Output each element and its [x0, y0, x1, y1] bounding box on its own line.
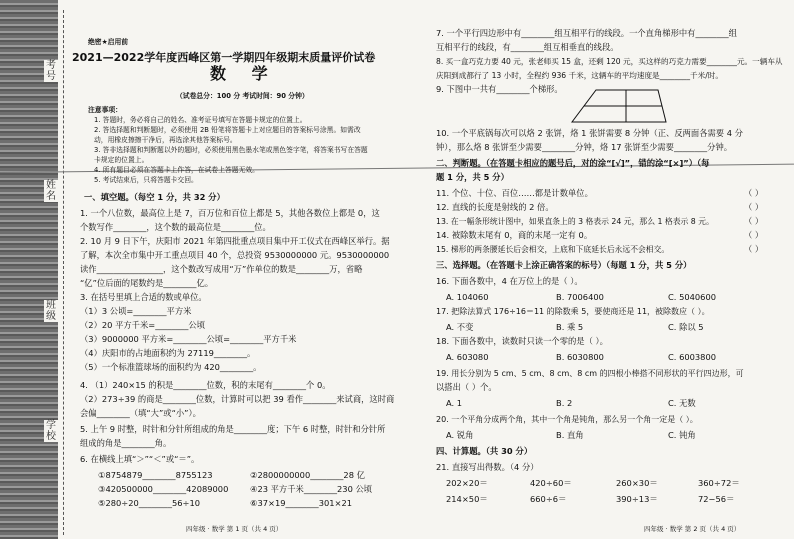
- question-line: （4）庆阳市的占地面积约为 27119________。: [80, 348, 256, 358]
- calc-item: 214×50＝: [446, 494, 488, 504]
- judge-bracket: （ ）: [744, 202, 764, 212]
- question-line: 组成的角是________角。: [80, 438, 172, 448]
- calc-item: 72−56＝: [698, 494, 735, 504]
- question-line: 钟），那么烙 8 张饼至少需要________分钟，烙 17 张饼至少需要________分钟。: [436, 142, 733, 152]
- question-line: “亿”位后面的尾数约是________亿。: [80, 278, 214, 288]
- judge-bracket: （ ）: [744, 230, 764, 240]
- notice-2b: 动，用橡皮擦擦干净后，再选涂其他答案标号。: [94, 136, 237, 144]
- question-line: 4. （1）240×15 的积是________位数，积的末尾有________个 0。: [80, 380, 331, 390]
- compare-item: ④23 平方千米________230 公顷: [250, 484, 373, 494]
- score-info: （试卷总分：100 分 考试时间：90 分钟）: [176, 92, 309, 100]
- choice-option: B. 6030800: [556, 352, 604, 362]
- judge-bracket: （ ）: [744, 216, 764, 226]
- judge-item: 14. 被除数末尾有 0，商的末尾一定有 0。: [436, 230, 593, 240]
- question-line: 个数写作________，这个数的最高位是________位。: [80, 222, 271, 232]
- question-line: （5）一个标准篮球场的面积约为 420________。: [80, 362, 262, 372]
- calc-item: 260×30＝: [616, 478, 658, 488]
- question-line: 1. 一个八位数，最高位上是 7，百万位和百位上都是 5，其他各数位上都是 0，这: [80, 208, 380, 218]
- section-fill-heading: 一、填空题。（每空 1 分，共 32 分）: [84, 192, 225, 202]
- section-judge-heading-2: 题 1 分，共 5 分）: [436, 172, 509, 182]
- question-line: 庆阳到成都行了 13 小时，全程约 936 千米，这辆车的平均速度是________千米/时。: [436, 71, 723, 80]
- choice-option: A. 不变: [446, 322, 474, 332]
- choice-option: A. 1: [446, 398, 463, 408]
- page-1-footer: 四年级 · 数学 第 1 页（共 4 页）: [186, 525, 283, 533]
- question-line: 会偏________（填“大”或“小”）。: [80, 408, 201, 418]
- page-2-footer: 四年级 · 数学 第 2 页（共 4 页）: [644, 525, 741, 533]
- choice-option: B. 2: [556, 398, 573, 408]
- secret-mark: 绝密★启用前: [88, 38, 129, 46]
- notice-title: 注意事项：: [88, 106, 122, 114]
- strip-label-exam-number: 考号: [46, 60, 56, 82]
- compare-item: ③420500000________42089000: [98, 484, 229, 494]
- section-choice-heading: 三、选择题。（在答题卡上涂正确答案的标号）（每题 1 分，共 5 分）: [436, 260, 692, 270]
- compare-item: ②2800000000________28 亿: [250, 470, 365, 480]
- question-line: 8. 买一盒巧克力要 40 元，张老师买 15 盒，还剩 120 元，买这样的巧克力需要________元。一辆车从: [436, 57, 783, 66]
- question-line: 2. 10 月 9 日下午，庆阳市 2021 年第四批重点项目集中开工仪式在西峰区举行。据: [80, 236, 390, 246]
- judge-item: 15. 梯形的两条腰延长后会相交，上底和下底延长后永远不会相交。: [436, 245, 670, 254]
- notice-3b: 卡规定的位置上。: [94, 156, 149, 164]
- choice-option: C. 无数: [668, 398, 696, 408]
- question-line: （1）3 公顷=________平方米: [80, 306, 192, 316]
- compare-item: ⑥37×19________301×21: [250, 498, 353, 508]
- choice-option: C. 钝角: [668, 430, 696, 440]
- question-line: 5. 上午 9 时整，时针和分针所组成的角是________度；下午 6 时整，时针和分针所: [80, 424, 386, 434]
- calc-item: 420÷60＝: [530, 478, 572, 488]
- choice-option: C. 除以 5: [668, 322, 704, 332]
- trapezoid-figure: [570, 88, 668, 124]
- notice-1: 1. 答题时，务必将自己的姓名、准考证号填写在答题卡规定的位置上。: [94, 116, 307, 124]
- calc-item: 390÷13＝: [616, 494, 658, 504]
- calc-item: 202×20＝: [446, 478, 488, 488]
- question-line: （3）9000000 平方米=________公顷=________平方千米: [80, 334, 297, 344]
- choice-question: 19. 用长分别为 5 cm、5 cm、8 cm、8 cm 的四根小棒搭不同形状的平行四边形，可: [436, 369, 744, 378]
- judge-bracket: （ ）: [744, 244, 764, 254]
- choice-option: A. 锐角: [446, 430, 474, 440]
- notice-5: 5. 考试结束后，只将答题卡交回。: [94, 176, 198, 184]
- judge-item: 11. 个位、十位、百位……都是计数单位。: [436, 188, 593, 198]
- section-calc-heading: 四、计算题。（共 30 分）: [436, 446, 533, 456]
- strip-label-school: 学校: [46, 420, 56, 442]
- calc-question: 21. 直接写出得数。（4 分）: [436, 462, 539, 472]
- calc-item: 660÷6＝: [530, 494, 567, 504]
- binding-dashed-line: [63, 10, 64, 535]
- question-line: 互相平行的线段，有________组互相垂直的线段。: [436, 42, 619, 52]
- strip-label-name: 姓名: [46, 180, 56, 202]
- question-line: 了解，本次全市集中开工重点项目 40 个，总投资 9530000000 元。9530000000: [80, 250, 390, 260]
- strip-label-class: 班级: [46, 300, 56, 322]
- question-line: （2）273÷39 的商是________位数，计算时可以把 39 看作________来试商，这时商: [80, 394, 395, 404]
- choice-option: B. 直角: [556, 430, 584, 440]
- choice-question: 20. 一个平角分成两个角，其中一个角是钝角，那么另一个角一定是（ ）。: [436, 415, 698, 424]
- question-line: （2）20 平方千米=________公顷: [80, 320, 205, 330]
- subject-title: 数 学: [210, 64, 278, 83]
- choice-question: 18. 下面各数中，读数时只读一个零的是（ ）。: [436, 336, 608, 346]
- notice-4: 4. 所有题目必须在答题卡上作答，在试卷上答题无效。: [94, 166, 259, 174]
- judge-bracket: （ ）: [744, 188, 764, 198]
- exam-title: 2021—2022学年度西峰区第一学期四年级期末质量评价试卷: [72, 51, 376, 64]
- judge-item: 13. 在一幅条形统计图中，如果直条上的 3 格表示 24 元，那么 1 格表示 8 元。: [436, 217, 714, 226]
- question-line: 9. 下图中一共有________个梯形。: [436, 84, 563, 94]
- choice-question: 17. 把除法算式 176÷16＝11 的除数乘 5，要使商还是 11，被除数应（ ）。: [436, 307, 710, 316]
- choice-question: 16. 下面各数中，4 在万位上的是（ ）。: [436, 276, 583, 286]
- question-line: 6. 在横线上填“＞”“＜”或“＝”。: [80, 454, 200, 464]
- choice-option: C. 5040600: [668, 292, 717, 302]
- compare-item: ⑤280÷20________56÷10: [98, 498, 201, 508]
- question-line: 10. 一个平底锅每次可以烙 2 张饼，烙 1 张饼需要 8 分钟（正、反两面各需要 4 分: [436, 128, 743, 138]
- judge-item: 12. 直线的长度是射线的 2 倍。: [436, 202, 554, 212]
- choice-option: B. 7006400: [556, 292, 604, 302]
- notice-3: 3. 答非选择题和判断题以外的题时，必须使用黑色墨水笔或黑色签字笔，将答案书写在答题: [94, 146, 368, 154]
- notice-2: 2. 答选择题和判断题时，必须使用 2B 铅笔将答题卡上对应题目的答案标号涂黑。如需改: [94, 126, 361, 134]
- compare-item: ①8754879________8755123: [98, 470, 213, 480]
- choice-option: A. 603080: [446, 352, 489, 362]
- choice-option: A. 104060: [446, 292, 489, 302]
- question-line: 7. 一个平行四边形中有________组互相平行的线段。一个直角梯形中有________组: [436, 28, 737, 38]
- choice-option: C. 6003800: [668, 352, 717, 362]
- question-line: 3. 在括号里填上合适的数或单位。: [80, 292, 207, 302]
- choice-question: 以搭出（ ）个。: [436, 382, 497, 392]
- choice-option: B. 乘 5: [556, 322, 584, 332]
- question-line: 读作________________，这个数改写成用“万”作单位的数是________万，省略: [80, 264, 363, 274]
- calc-item: 360÷72＝: [698, 478, 740, 488]
- section-judge-heading: 二、判断题。（在答题卡相应的题号后，对的涂“[√]”，错的涂“[×]”）（每: [436, 158, 710, 168]
